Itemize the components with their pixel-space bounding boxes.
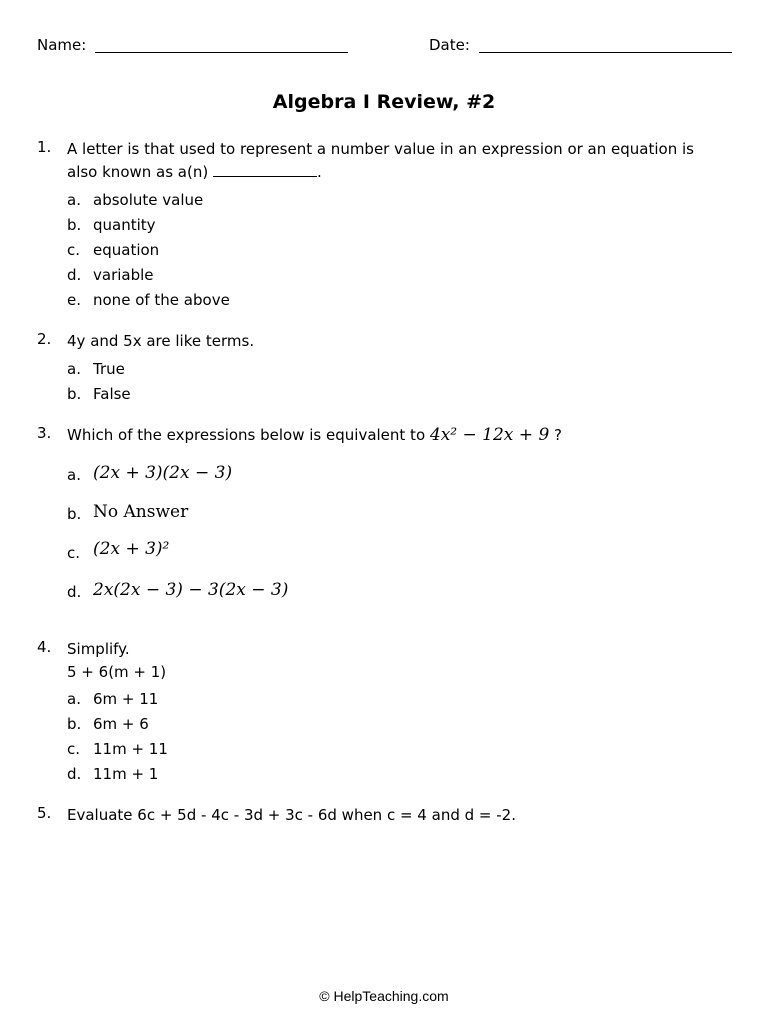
question-number: 2. <box>37 330 52 348</box>
option-text: none of the above <box>93 291 230 309</box>
question-expression: 4x² − 12x + 9 <box>429 425 550 445</box>
question-text: Evaluate 6c + 5d - 4c - 3d + 3c - 6d when c = 4 and d = -2. <box>67 806 516 824</box>
option-letter: b. <box>67 216 82 234</box>
question-text <box>67 138 737 184</box>
option-text: (2x + 3)(2x − 3) <box>93 463 233 483</box>
option-text: 11m + 11 <box>93 740 168 758</box>
option-letter: b. <box>67 715 82 733</box>
option-text: 6m + 11 <box>93 690 159 708</box>
option-text: variable <box>93 266 154 284</box>
question-text-main: Which of the expressions below is equivalent to <box>67 426 426 444</box>
option-text: No Answer <box>93 502 189 522</box>
option-text: True <box>93 360 125 378</box>
option-text: equation <box>93 241 160 259</box>
option-letter: c. <box>67 241 81 259</box>
option-letter: a. <box>67 690 81 708</box>
question-text-main: Simplify. <box>67 640 130 658</box>
question-text: 4y and 5x are like terms. <box>67 332 255 350</box>
option-text: quantity <box>93 216 156 234</box>
option-letter: b. <box>67 505 82 523</box>
question-number: 1. <box>37 138 52 156</box>
name-label: Name: <box>37 36 87 54</box>
question-text <box>67 638 737 684</box>
question-number: 4. <box>37 638 52 656</box>
option-letter: a. <box>67 191 81 209</box>
option-text: False <box>93 385 131 403</box>
option-letter: b. <box>67 385 82 403</box>
option-text: absolute value <box>93 191 204 209</box>
worksheet-title: Algebra I Review, #2 <box>272 91 496 113</box>
question-text-end: . <box>317 163 322 181</box>
option-letter: e. <box>67 291 81 309</box>
option-text: (2x + 3)² <box>93 539 170 559</box>
option-letter: c. <box>67 740 81 758</box>
date-line <box>479 52 732 53</box>
option-letter: a. <box>67 466 81 484</box>
name-line <box>95 52 348 53</box>
option-letter: c. <box>67 544 81 562</box>
question-text-line2: also known as a(n) <box>67 163 209 181</box>
option-text: 2x(2x − 3) − 3(2x − 3) <box>93 580 289 600</box>
question-number: 5. <box>37 804 52 822</box>
question-text <box>67 424 737 447</box>
footer-copyright: © HelpTeaching.com <box>319 988 449 1004</box>
option-letter: d. <box>67 583 82 601</box>
question-text-end: ? <box>554 426 563 444</box>
option-letter: d. <box>67 266 82 284</box>
option-text: 11m + 1 <box>93 765 159 783</box>
option-text: 6m + 6 <box>93 715 149 733</box>
question-expression: 5 + 6(m + 1) <box>67 663 167 681</box>
date-label: Date: <box>429 36 470 54</box>
header-row <box>37 36 737 56</box>
question-number: 3. <box>37 424 52 442</box>
option-letter: a. <box>67 360 81 378</box>
option-letter: d. <box>67 765 82 783</box>
question-text-line1: A letter is that used to represent a number value in an expression or an equation is <box>67 140 694 158</box>
answer-blank <box>213 162 317 177</box>
